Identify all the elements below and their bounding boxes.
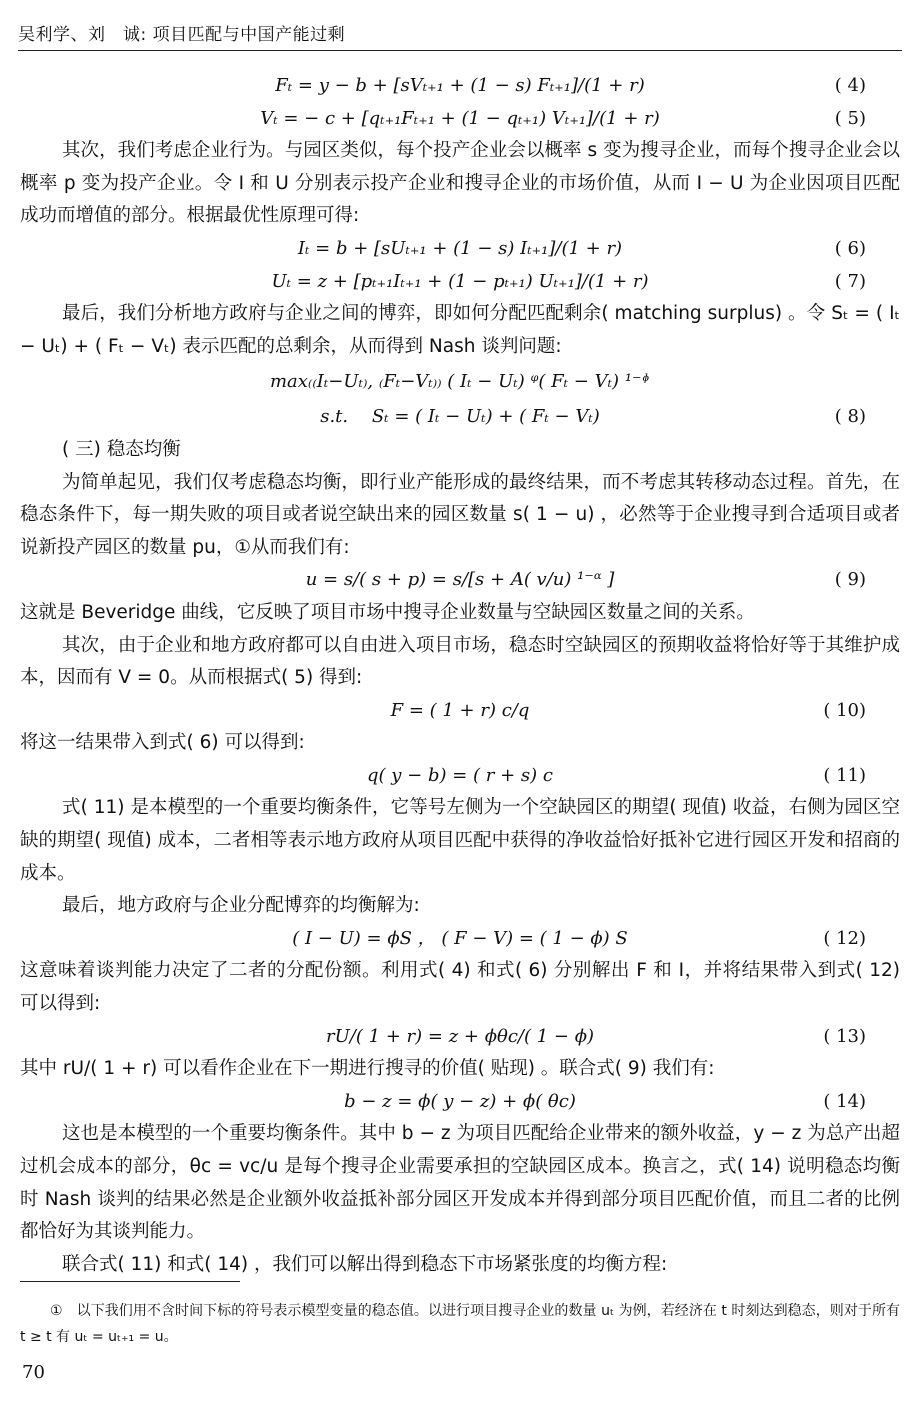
- equation-body: q( y − b) = ( r + s) c: [367, 764, 553, 786]
- main-text: [20, 70, 900, 1281]
- equation-body: u = s/( s + p) = s/[s + A( v/u) ¹⁻ᵅ ]: [305, 569, 615, 591]
- equation-number: ( 10): [823, 699, 866, 721]
- equation-number: ( 6): [834, 237, 866, 259]
- equation: [20, 266, 900, 299]
- page-number: 70: [22, 1362, 45, 1383]
- equation-number: ( 11): [823, 764, 866, 786]
- paragraph: 其次，我们考虑企业行为。与园区类似，每个投产企业会以概率 s 变为搜寻企业，而每个搜寻企业会以概率 p 变为投产企业。令 I 和 U 分别表示投产企业和搜寻企业的市场价值，从而 I − U 为企业因项目匹配成功而增值的部分。根据最优性原理可得:: [20, 140, 900, 227]
- equation: [20, 70, 900, 103]
- equation: [20, 564, 900, 597]
- equation: [20, 233, 900, 266]
- equation: [20, 1086, 900, 1119]
- paragraph: 最后，我们分析地方政府与企业之间的博弈，即如何分配匹配剩余( matching surplus) 。令 Sₜ = ( Iₜ − Uₜ) + ( Fₜ − Vₜ) 表示匹配的总剩余，从而得到 Nash 谈判问题:: [20, 303, 900, 357]
- equation-number: ( 8): [834, 406, 866, 428]
- equation: [20, 760, 900, 793]
- paragraph: 其次，由于企业和地方政府都可以自由进入项目市场，稳态时空缺园区的预期收益将恰好等于其维护成本，因而有 V = 0。从而根据式( 5) 得到:: [20, 634, 900, 689]
- equation: [20, 401, 900, 434]
- section-heading: ( 三) 稳态均衡: [62, 438, 181, 460]
- paragraph: 这也是本模型的一个重要均衡条件。其中 b − z 为项目匹配给企业带来的额外收益，y − z 为总产出超过机会成本的部分，θc = vc/u 是每个搜寻企业需要承担的空缺园区成本。换言之，式( 14) 说明稳态均衡时 Nash 谈判的结果必然是企业额外收益抵补部分园区开发成本并得到部分项目匹配价值，而且二者的比例都恰好为其谈判能力。: [20, 1123, 900, 1243]
- equation-body: b − z = ϕ( y − z) + ϕ( θc): [344, 1090, 576, 1112]
- paragraph: 联合式( 11) 和式( 14) ，我们可以解出得到稳态下市场紧张度的均衡方程:: [62, 1253, 668, 1275]
- equation-number: ( 9): [834, 569, 866, 591]
- equation-body: F = ( 1 + r) c/q: [390, 699, 530, 721]
- header-rule: [18, 50, 902, 51]
- equation-body: max₍₍Iₜ−Uₜ₎, ₍Fₜ−Vₜ₎₎ ( Iₜ − Uₜ) ᵠ( Fₜ − Vₜ) ¹⁻ᶲ: [269, 371, 651, 393]
- equation-body: Uₜ = z + [pₜ₊₁Iₜ₊₁ + (1 − pₜ₊₁) Uₜ₊₁]/(1 + r): [271, 270, 649, 292]
- equation: [20, 695, 900, 728]
- equation-number: ( 14): [823, 1090, 866, 1112]
- equation-body: Vₜ = − c + [qₜ₊₁Fₜ₊₁ + (1 − qₜ₊₁) Vₜ₊₁]/(1 + r): [260, 107, 660, 129]
- equation: [20, 923, 900, 956]
- equation-body: rU/( 1 + r) = z + ϕθc/( 1 − ϕ): [326, 1025, 594, 1047]
- equation: [20, 363, 900, 401]
- paragraph: 这意味着谈判能力决定了二者的分配份额。利用式( 4) 和式( 6) 分别解出 F 和 I，并将结果带入到式( 12) 可以得到:: [20, 960, 900, 1015]
- footnote: ① 以下我们用不含时间下标的符号表示模型变量的稳态值。以进行项目搜寻企业的数量 uₜ 为例，若经济在 t 时刻达到稳态，则对于所有 t ≥ t 有 uₜ = uₜ₊₁ = u。: [20, 1303, 900, 1345]
- paragraph: 其中 rU/( 1 + r) 可以看作企业在下一期进行搜寻的价值( 贴现) 。联合式( 9) 我们有:: [20, 1058, 715, 1080]
- equation-number: ( 13): [823, 1025, 866, 1047]
- equation: [20, 1021, 900, 1054]
- footnote-rule: [20, 1281, 240, 1282]
- paragraph: 式( 11) 是本模型的一个重要均衡条件，它等号左侧为一个空缺园区的期望( 现值) 收益，右侧为园区空缺的期望( 现值) 成本，二者相等表示地方政府从项目匹配中获得的净收益恰好抵补它进行园区开发和招商的成本。: [20, 797, 900, 884]
- paragraph: 这就是 Beveridge 曲线，它反映了项目市场中搜寻企业数量与空缺园区数量之间的关系。: [20, 601, 755, 623]
- equation-body: s.t. Sₜ = ( Iₜ − Uₜ) + ( Fₜ − Vₜ): [320, 406, 600, 428]
- equation: [20, 103, 900, 136]
- equation-number: ( 4): [834, 75, 866, 96]
- equation-number: ( 7): [834, 270, 866, 292]
- paragraph: 最后，地方政府与企业分配博弈的均衡解为:: [62, 895, 420, 917]
- equation-body: Iₜ = b + [sUₜ₊₁ + (1 − s) Iₜ₊₁]/(1 + r): [297, 237, 623, 259]
- equation-body: ( I − U) = ϕS ， ( F − V) = ( 1 − ϕ) S: [292, 927, 628, 949]
- equation-number: ( 12): [823, 927, 866, 949]
- equation-body: Fₜ = y − b + [sVₜ₊₁ + (1 − s) Fₜ₊₁]/(1 + r): [275, 75, 645, 96]
- paragraph: 为简单起见，我们仅考虑稳态均衡，即行业产能形成的最终结果，而不考虑其转移动态过程。首先，在稳态条件下，每一期失败的项目或者说空缺出来的园区数量 s( 1 − u) ，必然等于企业搜寻到合适项目或者说新投产园区的数量 pu，①从而我们有:: [20, 471, 900, 558]
- paragraph: 将这一结果带入到式( 6) 可以得到:: [20, 732, 305, 754]
- running-header: 吴利学、刘 诚: 项目匹配与中国产能过剩: [18, 25, 346, 45]
- equation-number: ( 5): [834, 107, 866, 129]
